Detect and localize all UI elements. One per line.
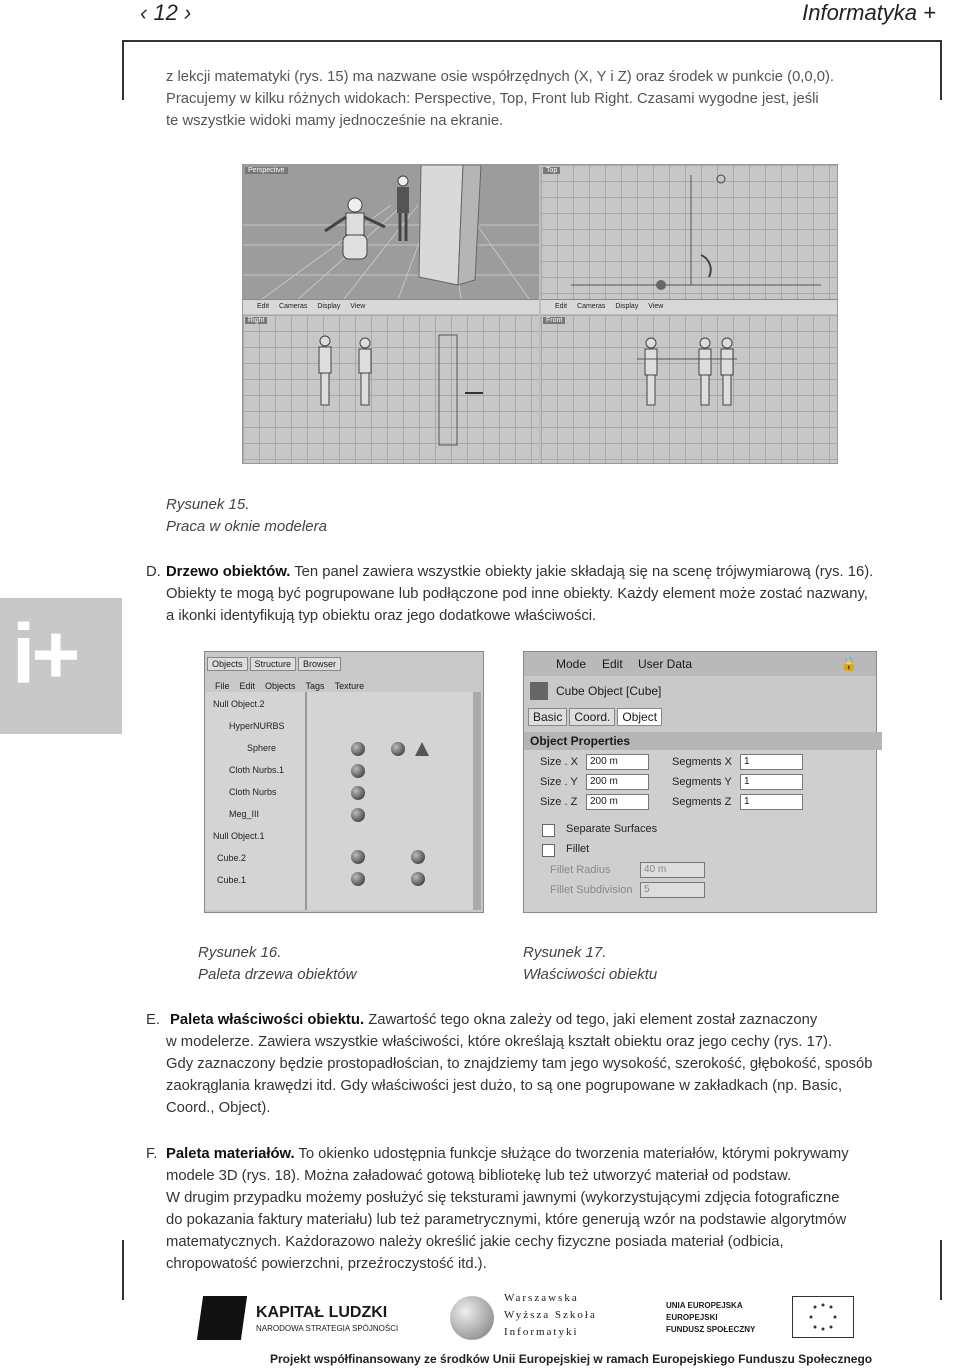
wwsi-globe-icon [450, 1290, 498, 1348]
viewport-front [541, 315, 837, 463]
section-text: chropowatość powierzchni, przeźroczystość itd.). [166, 1256, 487, 1272]
section-text: a ikonki identyfikują typ obiektu oraz jego dodatkowe właściwości. [166, 608, 597, 624]
section-heading: Drzewo obiektów. [166, 564, 291, 580]
intro-line: Pracujemy w kilku różnych widokach: Perspective, Top, Front lub Right. Czasami wygodne jest, jeśli [166, 91, 819, 107]
tree-menu-item[interactable]: Texture [334, 681, 365, 691]
properties-tabs [528, 708, 664, 726]
section-text: matematycznych. Każdorazowo należy określić jakie cechy fizyczne posiada materiał (odbicia, [166, 1234, 784, 1250]
size-x-label: Size . X [540, 756, 578, 768]
menu-edit[interactable]: Edit [602, 657, 623, 671]
tree-divider [305, 692, 307, 910]
wwsi-text [504, 1290, 634, 1348]
tree-menu-item[interactable]: File [215, 681, 230, 691]
section-d-line [146, 561, 936, 583]
cube-icon [530, 682, 548, 700]
journal-title: Informatyka + [802, 0, 936, 25]
tree-item[interactable]: Sphere [247, 743, 277, 753]
kl-subtitle: NARODOWA STRATEGIA SPÓJNOŚCI [256, 1324, 399, 1333]
tree-item[interactable]: Null Object.1 [213, 831, 265, 841]
material-tag-icon [411, 850, 425, 864]
size-y-input[interactable]: 200 m [586, 774, 649, 790]
fillet-radius-label: Fillet Radius [550, 864, 611, 876]
fillet-subdivision-label: Fillet Subdivision [550, 884, 633, 896]
section-text: Ten panel zawiera wszystkie obiekty jakie składają się na scenę trójwymiarową (rys. 16). [290, 564, 874, 580]
section-text: do pokazania faktury materiału) lub też parametrycznymi, które generują wzór na podstawie algorytmów [166, 1212, 847, 1228]
wwsi-line: Informatyki [504, 1326, 579, 1338]
section-text: Coord., Object). [166, 1100, 271, 1116]
segments-z-input[interactable]: 1 [740, 794, 803, 810]
footer-rule-right [940, 1240, 942, 1300]
object-name: Cube Object [Cube] [556, 684, 662, 698]
section-text: Gdy zaznaczony będzie prostopadłościan, to znajdziemy tam jego wysokość, szerokość, głębokość, sposób [166, 1056, 873, 1072]
separate-surfaces-checkbox[interactable] [542, 824, 555, 837]
section-e [146, 1009, 936, 1119]
fillet-checkbox[interactable] [542, 844, 555, 857]
eu-line: FUNDUSZ SPOŁECZNY [666, 1325, 756, 1334]
section-text: Obiekty te mogą być pogrupowane lub podłączone pod inne obiekty. Każdy element może zostać nazwany, [166, 586, 868, 602]
footer-logos [200, 1290, 780, 1352]
section-title: Object Properties [524, 732, 882, 750]
section-text: To okienko udostępnia funkcje służące do tworzenia materiałów, którymi pokrywamy [294, 1146, 849, 1162]
intro-line: z lekcji matematyki (rys. 15) ma nazwane osie współrzędnych (X, Y i Z) oraz środek w punkcie (0,0,0). [166, 69, 835, 85]
header-rule [122, 40, 942, 42]
caption-line: Właściwości obiektu [523, 966, 658, 983]
fillet-label: Fillet [566, 843, 590, 855]
figure-15-modeler [242, 164, 838, 464]
material-tag-icon [351, 742, 365, 756]
size-z-input[interactable]: 200 m [586, 794, 649, 810]
section-text: modele 3D (rys. 18). Można załadować gotową bibliotekę lub też utworzyć materiał od podstaw. [166, 1168, 792, 1184]
eu-text [666, 1290, 786, 1358]
material-tag-icon [351, 872, 365, 886]
properties-body [524, 732, 876, 912]
menu-user-data[interactable]: User Data [638, 657, 693, 671]
tab-coord[interactable]: Coord. [569, 708, 615, 726]
tab-object[interactable]: Object [617, 708, 662, 726]
side-tab-text: i+ [12, 607, 77, 701]
caption-line: Rysunek 16. [198, 944, 282, 961]
section-letter: F. [146, 1146, 158, 1162]
menu-cameras[interactable]: Cameras [577, 303, 606, 310]
tree-list [205, 692, 473, 910]
section-heading: Paleta właściwości obiektu. [170, 1012, 365, 1028]
material-tag-icon [351, 786, 365, 800]
figure-16-object-tree [204, 651, 484, 913]
section-text: w modelerze. Zawiera wszystkie właściwości, które określają kształt obiektu oraz jego cechy (rys. 17). [166, 1034, 833, 1050]
viewport-label-right: Right [245, 317, 267, 324]
segments-z-label: Segments Z [672, 796, 732, 808]
menu-view[interactable]: View [350, 303, 366, 310]
fillet-subdivision-input[interactable]: 5 [640, 882, 705, 898]
section-heading: Paleta materiałów. [166, 1146, 295, 1162]
section-d [146, 561, 936, 627]
figure-17-caption [523, 942, 657, 986]
tree-item[interactable]: Cube.2 [217, 853, 247, 863]
section-f-line [146, 1143, 936, 1165]
section-letter: E. [146, 1012, 160, 1028]
footer-rule-left [122, 1240, 124, 1300]
section-text: W drugim przypadku możemy posłużyć się teksturami jawnymi (wykorzystującymi zdjęcia fotograficzne [166, 1190, 840, 1206]
tree-scrollbar[interactable] [473, 692, 481, 910]
top-view-drawing [541, 165, 837, 299]
eu-line: UNIA EUROPEJSKA [666, 1301, 743, 1310]
kapital-ludzki-logo-icon [200, 1290, 252, 1348]
viewport-right [243, 315, 539, 463]
section-e-line [146, 1009, 936, 1031]
triangle-tag-icon [415, 742, 429, 756]
section-letter: D. [146, 564, 161, 580]
tab-objects[interactable]: Objects [207, 657, 248, 671]
menu-mode[interactable]: Mode [556, 657, 587, 671]
page-number: ‹ 12 › [140, 0, 192, 25]
tree-item[interactable]: Cloth Nurbs [229, 787, 277, 797]
intro-line: te wszystkie widoki mamy jednocześnie na ekranie. [166, 113, 504, 129]
wwsi-line: Warszawska [504, 1292, 579, 1304]
front-view-drawing [541, 315, 837, 463]
properties-menu-bar [524, 652, 876, 676]
figure-15-caption [166, 494, 327, 538]
eu-stars [793, 1297, 853, 1337]
section-text: Zawartość tego okna zależy od tego, jaki element został zaznaczony [364, 1012, 818, 1028]
caption-line: Rysunek 15. [166, 496, 250, 513]
size-z-label: Size . Z [540, 796, 578, 808]
tab-browser[interactable]: Browser [298, 657, 341, 671]
tree-menu-item[interactable]: Objects [265, 681, 296, 691]
caption-line: Paleta drzewa obiektów [198, 966, 357, 983]
menu-display[interactable]: Display [317, 303, 341, 310]
segments-y-input[interactable]: 1 [740, 774, 803, 790]
eu-flag-icon [792, 1296, 854, 1338]
kapital-ludzki-text [256, 1290, 456, 1348]
size-y-label: Size . Y [540, 776, 578, 788]
size-x-input[interactable]: 200 m [586, 754, 649, 770]
figure-17-properties [523, 651, 877, 913]
menu-edit[interactable]: Edit [555, 303, 568, 310]
tab-structure[interactable]: Structure [250, 657, 297, 671]
material-tag-icon [351, 808, 365, 822]
right-view-drawing [243, 315, 539, 463]
tree-item[interactable]: Null Object.2 [213, 699, 265, 709]
footer-note: Projekt współfinansowany ze środków Unii Europejskiej w ramach Europejskiego Funduszu Społecznego [270, 1352, 873, 1366]
segments-y-label: Segments Y [672, 776, 732, 788]
menu-view[interactable]: View [648, 303, 664, 310]
viewport-label-top: Top [543, 167, 560, 174]
separate-surfaces-label: Separate Surfaces [566, 823, 658, 835]
viewport-label-front: Front [543, 317, 565, 324]
tree-item[interactable]: Cloth Nurbs.1 [229, 765, 285, 775]
caption-line: Praca w oknie modelera [166, 518, 327, 535]
tab-basic[interactable]: Basic [528, 708, 567, 726]
lock-icon[interactable]: 🔒 [840, 655, 858, 671]
material-tag-icon [351, 850, 365, 864]
section-text: zaokrąglania krawędzi itd. Gdy właściwości jest dużo, to są one pogrupowane w zakładkach (np. Basic, [166, 1078, 843, 1094]
material-tag-icon [351, 764, 365, 778]
menu-edit[interactable]: Edit [257, 303, 270, 310]
figure-16-caption [198, 942, 356, 986]
wwsi-line: Wyższa Szkoła [504, 1309, 597, 1321]
menu-cameras[interactable]: Cameras [279, 303, 308, 310]
viewport-menu-bar [243, 299, 539, 314]
viewport-perspective [243, 165, 539, 313]
segments-x-label: Segments X [672, 756, 732, 768]
perspective-grid [243, 165, 539, 313]
tree-menu-item[interactable]: Edit [239, 681, 256, 691]
tree-item[interactable]: Meg_III [229, 809, 260, 819]
material-tag-icon [411, 872, 425, 886]
tree-tabs [207, 654, 343, 672]
right-rule [940, 40, 942, 100]
viewport-label-perspective: Perspective [245, 167, 288, 174]
figure-man-icon [397, 176, 409, 241]
tree-item[interactable]: HyperNURBS [229, 721, 285, 731]
left-rule [122, 40, 124, 100]
segments-x-input[interactable]: 1 [740, 754, 803, 770]
menu-display[interactable]: Display [615, 303, 639, 310]
viewport-menu-bar [541, 299, 837, 314]
eu-line: EUROPEJSKI [666, 1313, 718, 1322]
figure-woman-icon [325, 198, 385, 259]
material-tag-icon [391, 742, 405, 756]
fillet-radius-input[interactable]: 40 m [640, 862, 705, 878]
kl-title: KAPITAŁ LUDZKI [256, 1304, 388, 1321]
tree-menu-item[interactable]: Tags [305, 681, 325, 691]
caption-line: Rysunek 17. [523, 944, 607, 961]
intro-paragraph [166, 66, 916, 132]
tree-item[interactable]: Cube.1 [217, 875, 247, 885]
side-tab-logo [0, 598, 122, 734]
viewport-top [541, 165, 837, 313]
section-f [146, 1143, 936, 1275]
